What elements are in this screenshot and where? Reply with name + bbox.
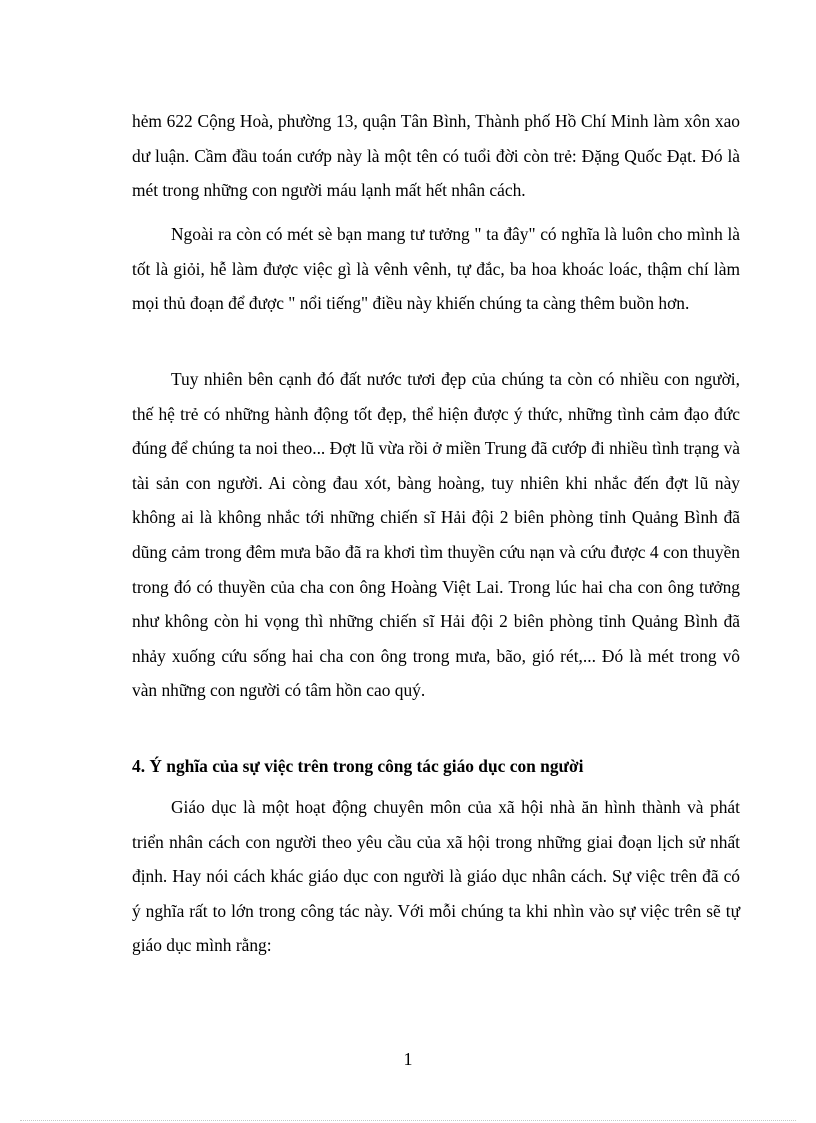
section-heading: 4. Ý nghĩa của sự việc trên trong công tác giáo dục con người bbox=[132, 756, 584, 776]
page-number: 1 bbox=[403, 1049, 413, 1069]
paragraph-ta-day: Ngoài ra còn có mét sè bạn mang tư tưởng " ta đây" có nghĩa là luôn cho mình là tốt là giỏi, hễ làm được việc gì là vênh vênh, tự đắc, ba hoa khoác loác, thậm chí làm mọi thủ đoạn để được " nổi tiếng" điều này khiến chúng ta càng thêm buồn hơn. bbox=[132, 224, 740, 314]
paragraph-flood-rescue: Tuy nhiên bên cạnh đó đất nước tươi đẹp của chúng ta còn có nhiều con người, thế hệ trẻ có những hành động tốt đẹp, thể hiện được ý thức, những tình cảm đạo đức đúng để chúng ta noi theo... Đợt lũ vừa rồi ở miền Trung đã cướp đi nhiều tình trạng và tài sản con người. Ai còng đau xót, bàng hoàng, tuy nhiên khi nhắc đến đợt lũ này không ai là không nhắc tới những chiến sĩ Hải đội 2 biên phòng tỉnh Quảng Bình đã dũng cảm trong đêm mưa bão đã ra khơi tìm thuyền cứu nạn và cứu được 4 con thuyền trong đó có thuyền của cha con ông Hoàng Việt Lai. Trong lúc hai cha con ông tưởng như không còn hi vọng thì những chiến sĩ Hải đội 2 biên phòng tỉnh Quảng Bình đã nhảy xuống cứu sống hai cha con ông trong mưa, bão, gió rét,... Đó là mét trong vô vàn những con người có tâm hồn cao quý. bbox=[132, 369, 740, 701]
paragraph-robbery: hẻm 622 Cộng Hoà, phường 13, quận Tân Bình, Thành phố Hồ Chí Minh làm xôn xao dư luận. Cầm đầu toán cướp này là một tên có tuổi đời còn trẻ: Đặng Quốc Đạt. Đó là mét trong những con người máu lạnh mất hết nhân cách. bbox=[132, 111, 740, 201]
page-bottom-divider bbox=[20, 1120, 796, 1121]
paragraph-education: Giáo dục là một hoạt động chuyên môn của xã hội nhà ăn hình thành và phát triển nhân cách con người theo yêu cầu của xã hội trong những giai đoạn lịch sử nhất định. Hay nói cách khác giáo dục con người là giáo dục nhân cách. Sự việc trên đã có ý nghĩa rất to lớn trong công tác này. Với mỗi chúng ta khi nhìn vào sự việc trên sẽ tự giáo dục mình rằng: bbox=[132, 797, 740, 956]
